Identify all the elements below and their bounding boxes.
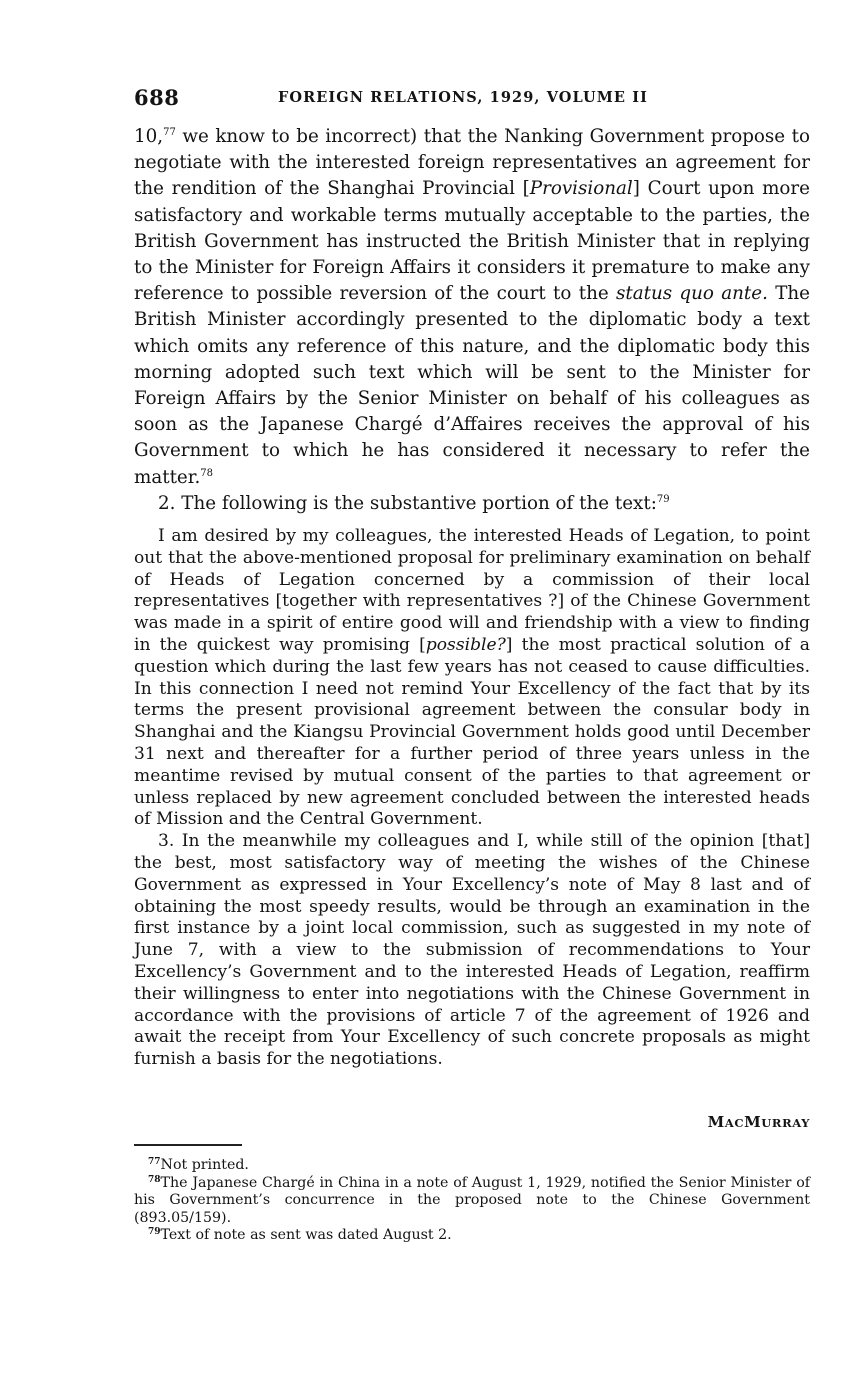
quote-paragraph-3	[134, 831, 810, 1071]
footnote-79	[134, 1227, 810, 1245]
signature-small-2: URRAY	[761, 1116, 810, 1130]
q2-text: 3. In the meanwhile my colleagues and I, while still of the opinion [that] the best, most satisfactory way of meeting the wishes of the Chinese Government as expressed in Your Excellency’s note of May 8 last and of obtaining the most speedy results, would be through an examination in the first instance by a joint local commission, such as suggested in my note of June 7, with a view to the submission of recommendations to Your Excellency’s Government and to the interested Heads of Legation, reaffirm their willingness to enter into negotiations with the Chinese Government in accordance with the provisions of article 7 of the agreement of 1926 and await the receipt from Your Excellency of such concrete proposals as might furnish a basis for the negotiations.	[134, 831, 810, 1070]
q1-text-b: ] the most practical solution of a question which during the last few years has not ceased to cause difficulties. In this connection I need not remind Your Excellency of the fact that by its terms the present provisional agreement between the consular body in Shanghai and the Kiangsu Provincial Government holds good until December 31 next and thereafter for a further period of three years unless in the meantime revised by mutual consent of the parties to that agreement or unless replaced by new agreement concluded between the interested heads of Mission and the Central Government.	[134, 634, 810, 830]
p1-text-start: 10,	[134, 126, 164, 147]
paragraph-2	[134, 491, 810, 517]
p1-italic-provisional: Provisional	[529, 178, 633, 200]
running-head: FOREIGN RELATIONS, 1929, VOLUME II	[278, 89, 649, 106]
p2-text: 2. The following is the substantive portion of the text:	[158, 492, 657, 514]
footnote-mark: 79	[148, 1227, 161, 1238]
p1-text-c: The British Minister accordingly presented to the diplomatic body a text which omits any reference of this nature, and the diplomatic body this morning adopted such text which will be sent to the Minister for Foreign Affairs by the Senior Minister on behalf of his colleagues as soon as the Japanese Chargé d’Affaires receives the approval of his Government to which he has considered it necessary to refer the matter.	[134, 283, 810, 488]
footnote-78	[134, 1175, 810, 1228]
signature-small-1: AC	[724, 1116, 745, 1130]
quote-paragraph-1	[134, 526, 810, 831]
p1-italic-status-quo: status quo ante.	[615, 283, 768, 305]
signature	[708, 1113, 810, 1131]
p1-text-b: ] Court upon more satisfactory and workable terms mutually acceptable to the parties, the British Government has instructed the British Minister that in replying to the Minister for Foreign Affairs it considers it premature to make any reference to possible reversion of the court to the	[134, 178, 810, 305]
footnote-mark: 77	[148, 1157, 161, 1167]
page-number: 688	[134, 85, 180, 110]
footnote-text: The Japanese Chargé in China in a note of August 1, 1929, notified the Senior Minister of his Government’s concurrence in the proposed note to the Chinese Government (893.05/159).	[134, 1174, 810, 1226]
footnotes	[134, 1157, 810, 1245]
page-header	[134, 85, 810, 113]
footnote-ref-77[interactable]: 77	[163, 127, 176, 138]
footnote-mark: 78	[148, 1174, 161, 1185]
telegram-body	[134, 124, 810, 517]
footnote-ref-78[interactable]: 78	[200, 467, 214, 479]
footnote-77	[134, 1157, 810, 1175]
signature-cap-1: M	[707, 1113, 725, 1131]
quoted-note	[134, 526, 810, 1071]
footnote-ref-79[interactable]: 79	[656, 493, 670, 505]
signature-cap-2: M	[744, 1113, 762, 1131]
q1-italic-possible: possible?	[425, 634, 506, 655]
q1-text-a: I am desired by my colleagues, the interested Heads of Legation, to point out that the above-mentioned proposal for preliminary examination on behalf of Heads of Legation concerned by a commission of their local representatives [together with representatives ?] of the Chinese Government was made in a spirit of entire good will and friendship with a view to finding in the quickest way promising [	[134, 526, 810, 655]
footnote-text: Not printed.	[160, 1157, 249, 1173]
paragraph-1	[134, 124, 810, 491]
footnote-text: Text of note as sent was dated August 2.	[160, 1227, 452, 1244]
footnote-divider	[134, 1144, 242, 1146]
p1-text-a: we know to be incorrect) that the Nanking Government propose to negotiate with the interested foreign representatives an agreement for the rendition of the Shanghai Provincial [	[134, 126, 810, 200]
